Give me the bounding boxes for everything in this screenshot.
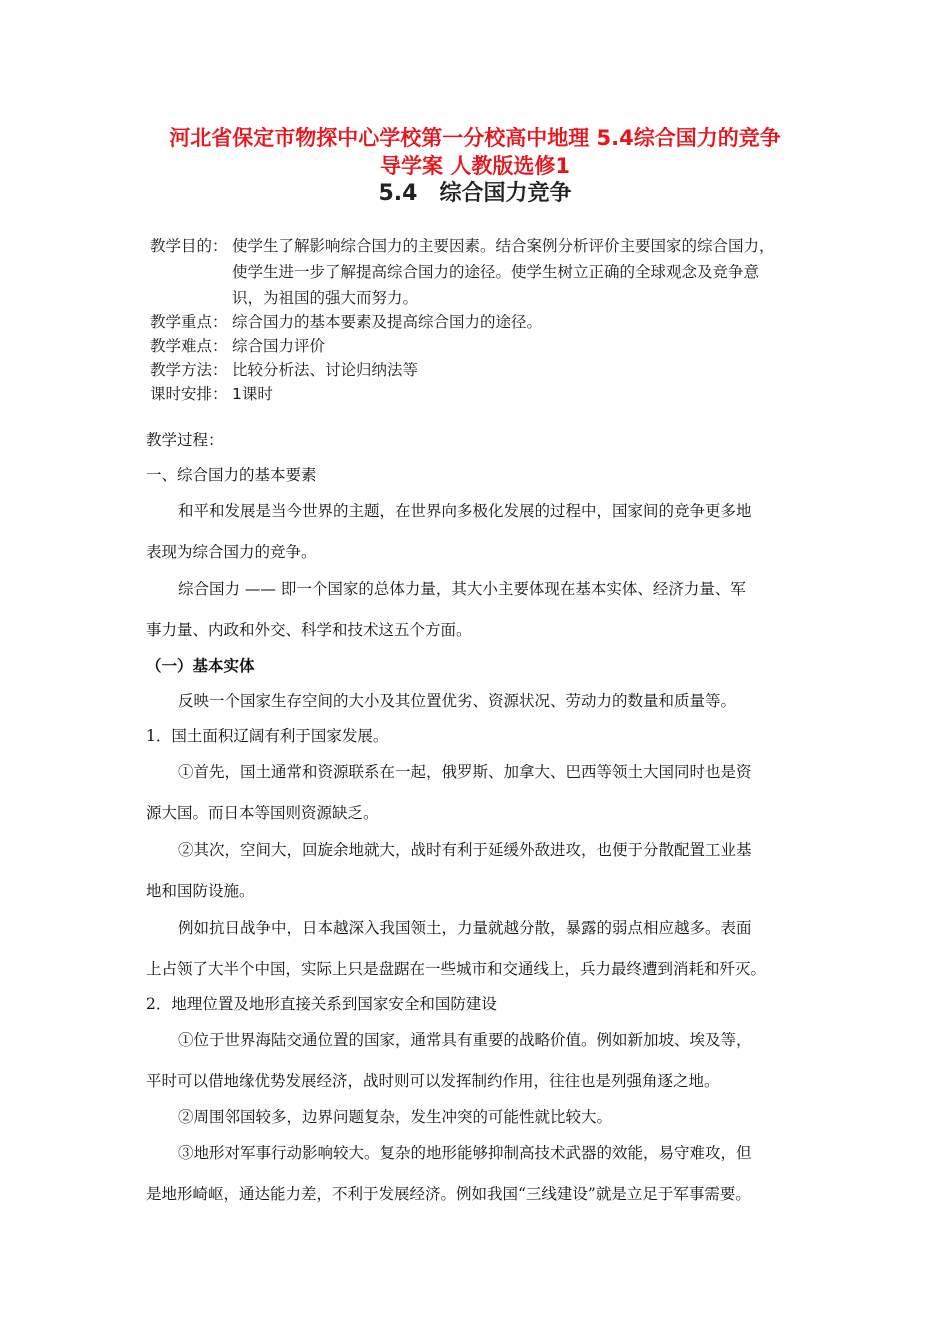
- paragraph-3: 反映一个国家生存空间的大小及其位置优劣、资源状况、劳动力的数量和质量等。: [178, 692, 737, 710]
- goal-text-1: 使学生了解影响综合国力的主要因素。结合案例分析评价主要国家的综合国力，: [232, 237, 775, 255]
- document-title-line2: 导学案 人教版选修1: [380, 154, 570, 178]
- paragraph-2a: 综合国力 —— 即一个国家的总体力量，其大小主要体现在基本实体、经济力量、军: [178, 580, 746, 598]
- numbered-item-2: 2．地理位置及地形直接关系到国家安全和国防建设: [146, 995, 497, 1013]
- subheading-basic-entity: （一）基本实体: [146, 657, 255, 675]
- process-heading: 教学过程：: [146, 431, 224, 449]
- goal-row: [150, 234, 775, 256]
- method-text: 比较分析法、讨论归纳法等: [232, 361, 419, 379]
- goal-label: 教学目的：: [150, 237, 228, 255]
- goal-text-2: 使学生进一步了解提高综合国力的途径。使学生树立正确的全球观念及竞争意: [232, 263, 760, 281]
- key-label: 教学重点：: [150, 313, 228, 331]
- numbered-item-1: 1．国土面积辽阔有利于国家发展。: [146, 727, 389, 745]
- paragraph-8: ②周围邻国较多，边界问题复杂，发生冲突的可能性就比较大。: [178, 1108, 613, 1126]
- paragraph-1a: 和平和发展是当今世界的主题，在世界向多极化发展的过程中，国家间的竞争更多地: [178, 502, 752, 520]
- paragraph-2b: 事力量、内政和外交、科学和技术这五个方面。: [146, 621, 472, 639]
- paragraph-9a: ③地形对军事行动影响较大。复杂的地形能够抑制高技术武器的效能，易守难攻，但: [178, 1144, 752, 1162]
- difficult-text: 综合国力评价: [232, 337, 326, 355]
- paragraph-1b: 表现为综合国力的竞争。: [146, 543, 317, 561]
- key-text: 综合国力的基本要素及提高综合国力的途径。: [232, 313, 543, 331]
- heading-basic-elements: 一、综合国力的基本要素: [146, 466, 317, 484]
- paragraph-5b: 地和国防设施。: [146, 882, 255, 900]
- key-row: [150, 310, 542, 332]
- document-title-line1: 河北省保定市物探中心学校第一分校高中地理 5.4综合国力的竞争: [169, 126, 781, 150]
- paragraph-9b: 是地形崎岖，通达能力差，不利于发展经济。例如我国“三线建设”就是立足于军事需要。: [146, 1185, 751, 1203]
- method-label: 教学方法：: [150, 361, 228, 379]
- paragraph-6a: 例如抗日战争中，日本越深入我国领土，力量就越分散，暴露的弱点相应越多。表面: [178, 919, 752, 937]
- paragraph-4b: 源大国。而日本等国则资源缺乏。: [146, 804, 379, 822]
- schedule-text: 1课时: [232, 385, 273, 403]
- method-row: [150, 358, 418, 380]
- paragraph-5a: ②其次，空间大，回旋余地就大，战时有利于延缓外敌进攻，也便于分散配置工业基: [178, 841, 752, 859]
- difficult-row: [150, 334, 325, 356]
- paragraph-7b: 平时可以借地缘优势发展经济，战时则可以发挥制约作用，往往也是列强角逐之地。: [146, 1072, 720, 1090]
- paragraph-4a: ①首先，国土通常和资源联系在一起，俄罗斯、加拿大、巴西等领土大国同时也是资: [178, 763, 752, 781]
- goal-text-3: 识，为祖国的强大而努力。: [232, 289, 419, 307]
- paragraph-6b: 上占领了大半个中国，实际上只是盘踞在一些城市和交通线上，兵力最终遭到消耗和歼灭。: [146, 960, 767, 978]
- schedule-row: [150, 382, 273, 404]
- schedule-label: 课时安排：: [150, 385, 228, 403]
- difficult-label: 教学难点：: [150, 337, 228, 355]
- section-title: 5.4 综合国力竞争: [378, 181, 572, 206]
- paragraph-7a: ①位于世界海陆交通位置的国家，通常具有重要的战略价值。例如新加坡、埃及等，: [178, 1031, 752, 1049]
